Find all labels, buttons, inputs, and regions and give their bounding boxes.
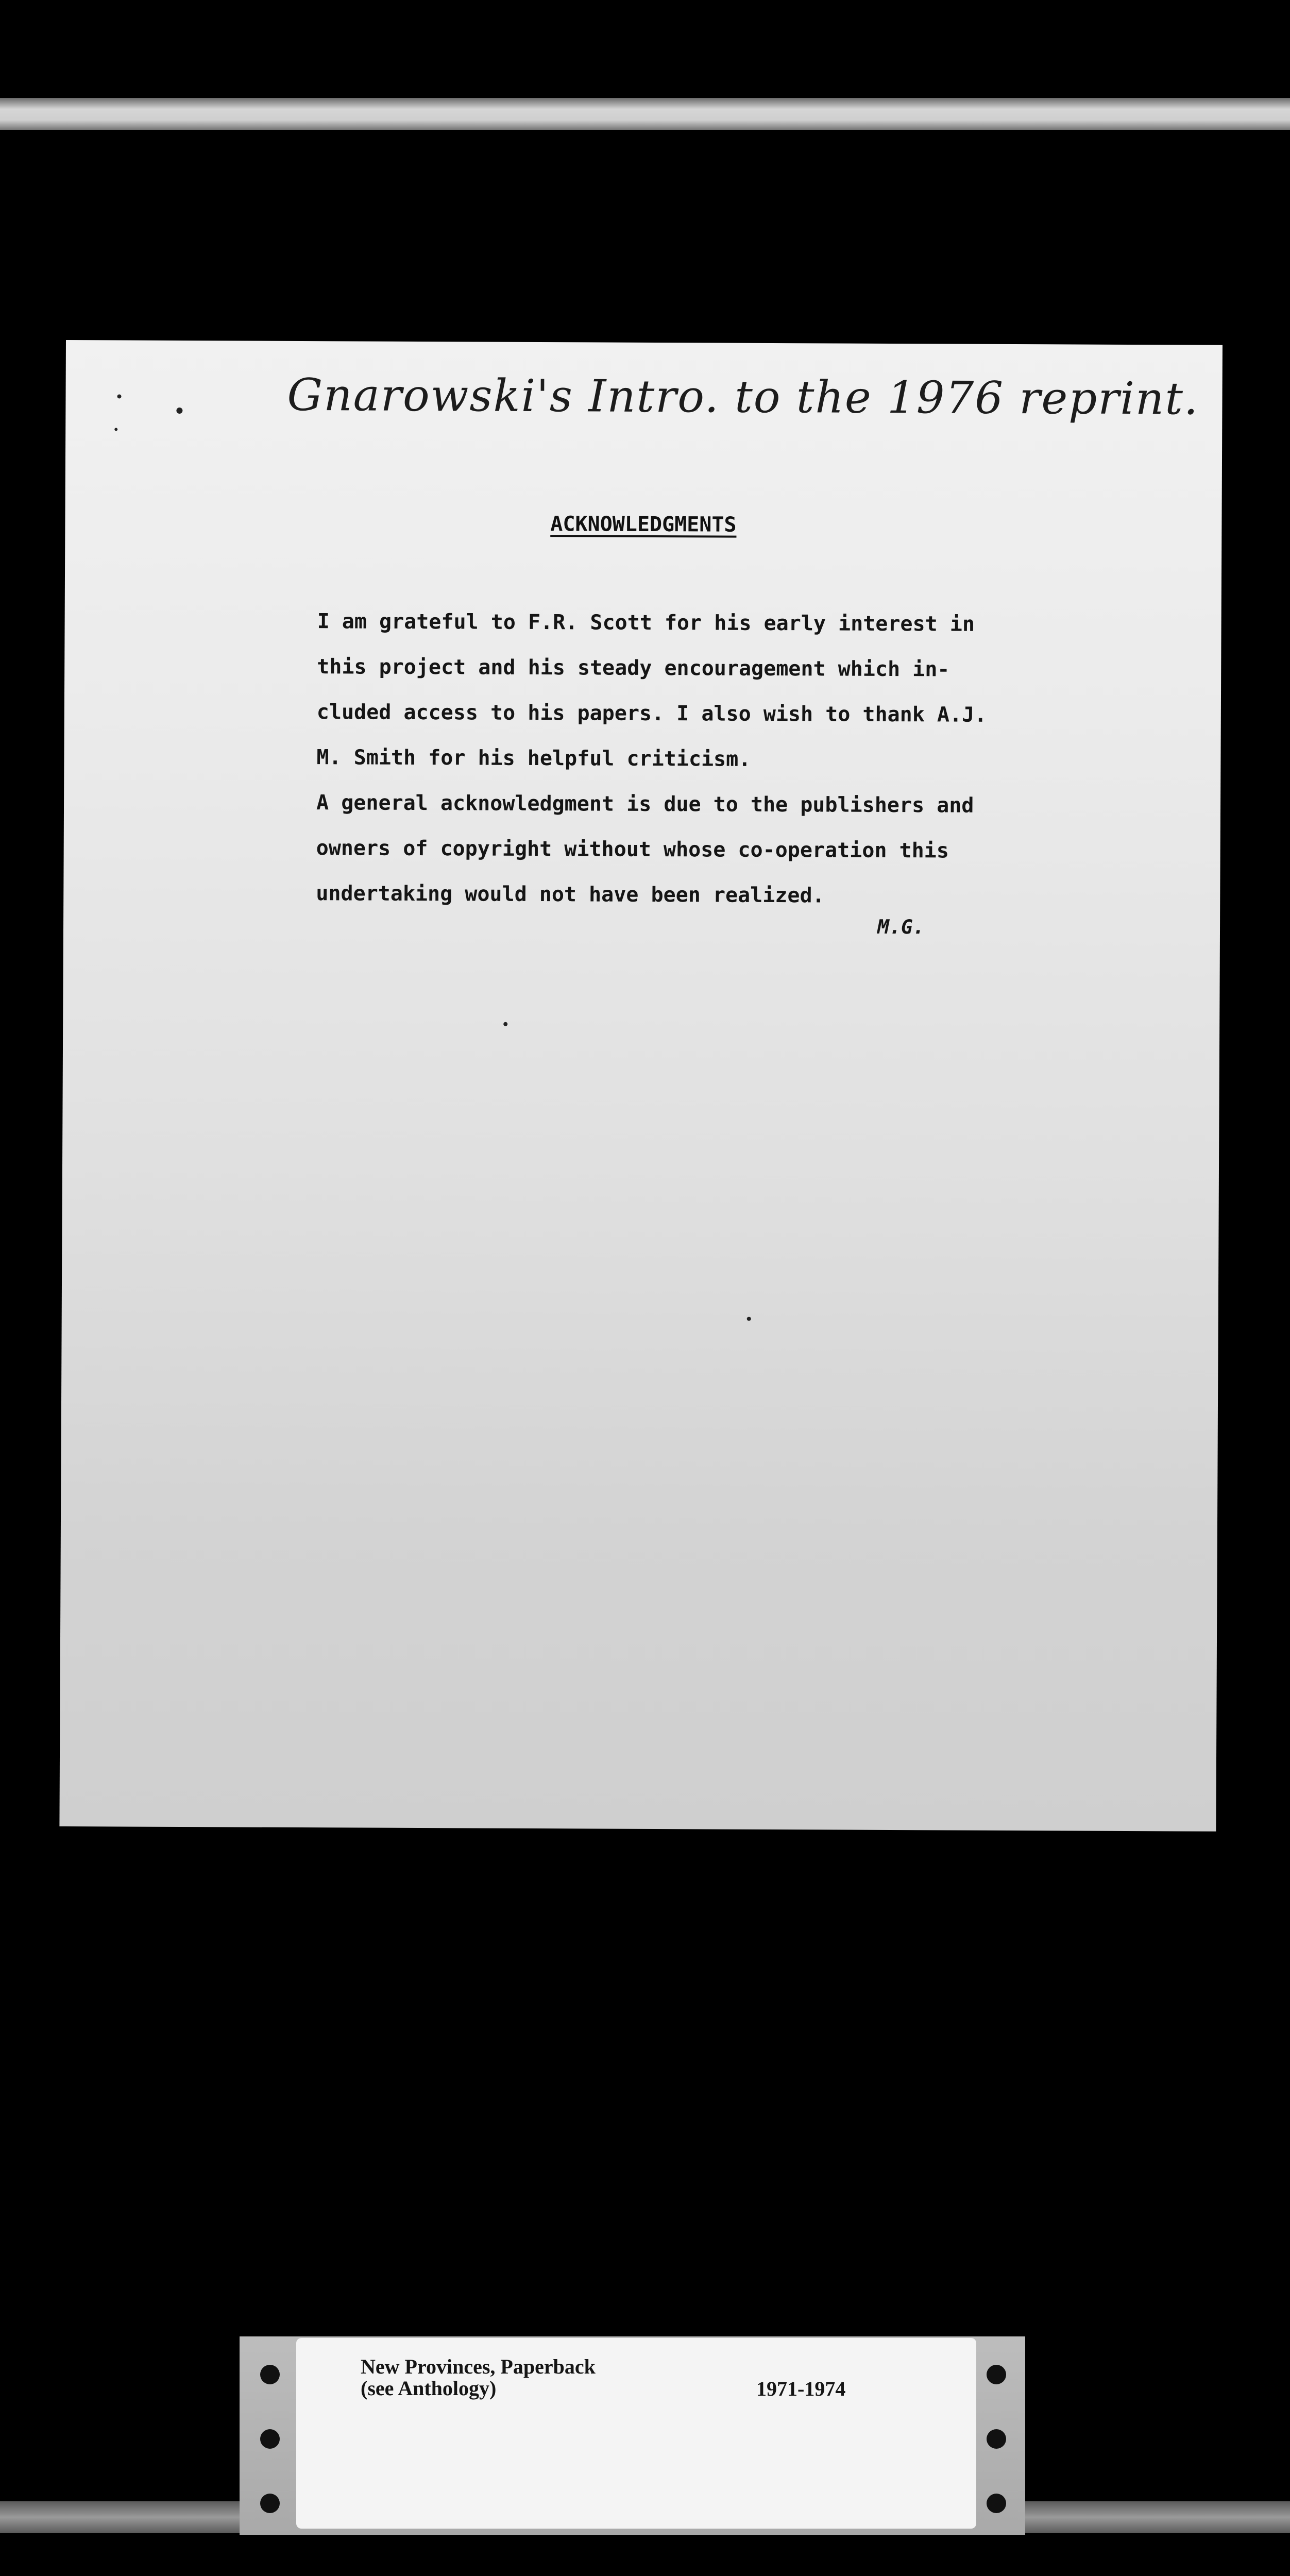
label-dates: 1971-1974 [756,2377,846,2400]
page-title: ACKNOWLEDGMENTS [550,512,737,537]
sprocket-hole [260,2429,280,2449]
sprocket-hole [260,2494,280,2513]
ink-speck [114,428,117,431]
body-line: this project and his steady encouragement which in- [317,655,950,682]
ink-speck [747,1317,751,1321]
ink-speck [176,408,182,414]
body-line: M. Smith for his helpful criticism. [316,745,751,771]
sprocket-hole [987,2494,1006,2513]
signature-initials: M.G. [877,915,925,939]
body-line: cluded access to his papers. I also wish to thank A.J. [316,700,987,727]
document-page [59,340,1223,1832]
sprocket-hole [987,2429,1006,2449]
sprocket-hole [260,2365,280,2384]
body-line: A general acknowledgment is due to the publishers and [316,791,974,818]
body-line: undertaking would not have been realized. [316,882,825,908]
label-title-line: (see Anthology) [361,2377,497,2400]
body-line: owners of copyright without whose co-operation this [316,836,949,863]
handwritten-note: Gnarowski's Intro. to the 1976 reprint. [287,369,1199,425]
label-title [361,2356,596,2399]
film-strip-top [0,98,1290,130]
ink-speck [117,394,122,398]
sprocket-hole [987,2365,1006,2384]
ink-speck [503,1022,507,1026]
film-label-card [296,2338,976,2529]
acknowledgments-body [316,599,1142,920]
body-line: I am grateful to F.R. Scott for his early interest in [317,609,975,636]
label-title-line: New Provinces, Paperback [361,2355,596,2378]
